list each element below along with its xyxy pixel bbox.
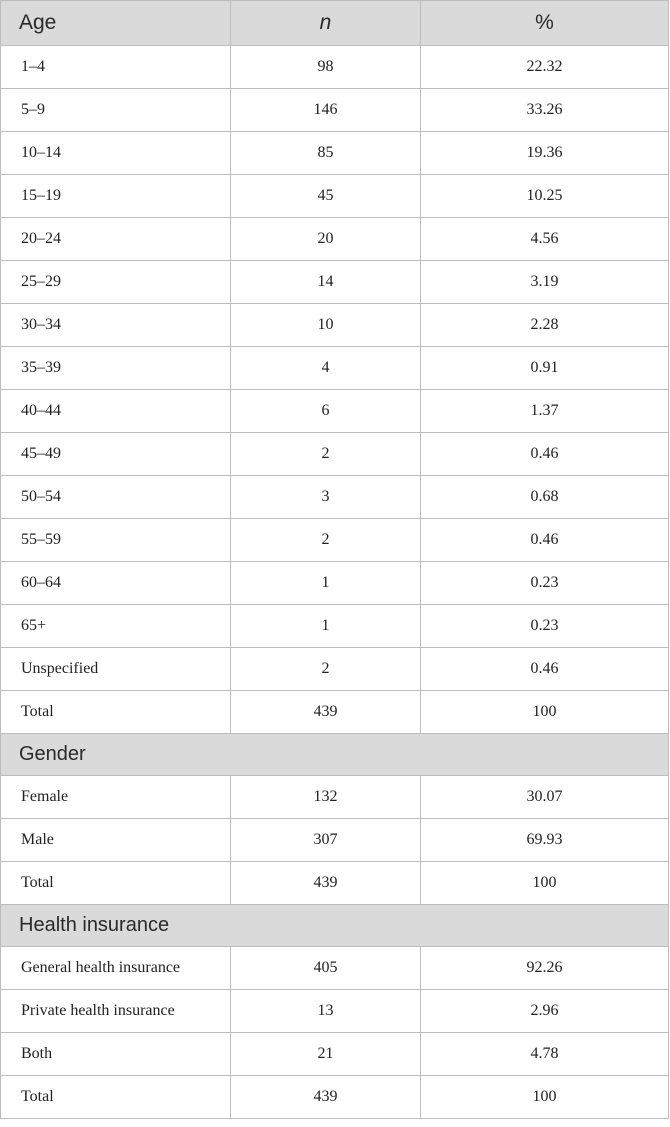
health-insurance-section-title: Health insurance: [1, 905, 669, 947]
row-percent: 0.68: [421, 476, 669, 519]
table-row: [1, 132, 669, 175]
row-label: 65+: [1, 605, 231, 648]
row-label: 5–9: [1, 89, 231, 132]
row-label: 60–64: [1, 562, 231, 605]
row-percent: 10.25: [421, 175, 669, 218]
row-label: 1–4: [1, 46, 231, 89]
row-n: 13: [231, 990, 421, 1033]
row-n: 10: [231, 304, 421, 347]
row-label: 45–49: [1, 433, 231, 476]
row-n: 6: [231, 390, 421, 433]
row-n: 2: [231, 519, 421, 562]
table-row: [1, 947, 669, 990]
row-label: General health insurance: [1, 947, 231, 990]
row-percent: 0.91: [421, 347, 669, 390]
row-label: 20–24: [1, 218, 231, 261]
gender-section-row: [1, 734, 669, 776]
table-row: [1, 218, 669, 261]
row-label: 15–19: [1, 175, 231, 218]
row-percent: 4.56: [421, 218, 669, 261]
table-row: [1, 519, 669, 562]
row-n: 307: [231, 819, 421, 862]
table-row: [1, 776, 669, 819]
row-label: Total: [1, 1076, 231, 1119]
row-n: 20: [231, 218, 421, 261]
row-label: Private health insurance: [1, 990, 231, 1033]
row-label: Female: [1, 776, 231, 819]
table-row: [1, 175, 669, 218]
table-row: [1, 1033, 669, 1076]
row-percent: 100: [421, 1076, 669, 1119]
row-label: Total: [1, 691, 231, 734]
table-row: [1, 605, 669, 648]
row-percent: 100: [421, 862, 669, 905]
header-n: n: [231, 1, 421, 46]
row-percent: 92.26: [421, 947, 669, 990]
table-row: [1, 390, 669, 433]
row-n: 132: [231, 776, 421, 819]
row-n: 2: [231, 433, 421, 476]
table-row: [1, 46, 669, 89]
table-row: [1, 990, 669, 1033]
row-percent: 0.46: [421, 433, 669, 476]
table-row: [1, 648, 669, 691]
table-row: [1, 347, 669, 390]
row-n: 3: [231, 476, 421, 519]
row-percent: 0.46: [421, 648, 669, 691]
row-n: 14: [231, 261, 421, 304]
row-label: Total: [1, 862, 231, 905]
row-label: 10–14: [1, 132, 231, 175]
row-n: 98: [231, 46, 421, 89]
row-n: 1: [231, 605, 421, 648]
table-row: [1, 89, 669, 132]
row-percent: 0.46: [421, 519, 669, 562]
row-percent: 22.32: [421, 46, 669, 89]
table-row: [1, 433, 669, 476]
row-label: Unspecified: [1, 648, 231, 691]
row-n: 2: [231, 648, 421, 691]
table-row: [1, 691, 669, 734]
row-label: Both: [1, 1033, 231, 1076]
row-n: 439: [231, 1076, 421, 1119]
row-n: 1: [231, 562, 421, 605]
row-percent: 0.23: [421, 562, 669, 605]
row-n: 439: [231, 862, 421, 905]
row-percent: 0.23: [421, 605, 669, 648]
row-percent: 4.78: [421, 1033, 669, 1076]
table-row: [1, 819, 669, 862]
row-percent: 69.93: [421, 819, 669, 862]
row-percent: 2.28: [421, 304, 669, 347]
row-label: 40–44: [1, 390, 231, 433]
row-percent: 1.37: [421, 390, 669, 433]
row-percent: 100: [421, 691, 669, 734]
table-row: [1, 476, 669, 519]
table-row: [1, 261, 669, 304]
table-row: [1, 1076, 669, 1119]
row-percent: 19.36: [421, 132, 669, 175]
row-n: 45: [231, 175, 421, 218]
row-percent: 30.07: [421, 776, 669, 819]
row-n: 21: [231, 1033, 421, 1076]
row-percent: 2.96: [421, 990, 669, 1033]
row-percent: 33.26: [421, 89, 669, 132]
header-age: Age: [1, 1, 231, 46]
gender-section-title: Gender: [1, 734, 669, 776]
table-row: [1, 304, 669, 347]
row-n: 405: [231, 947, 421, 990]
row-label: Male: [1, 819, 231, 862]
row-n: 85: [231, 132, 421, 175]
row-percent: 3.19: [421, 261, 669, 304]
header-row: [1, 1, 669, 46]
row-n: 439: [231, 691, 421, 734]
table-row: [1, 562, 669, 605]
table-body: [1, 46, 669, 1119]
row-n: 4: [231, 347, 421, 390]
table-row: [1, 862, 669, 905]
health-insurance-section-row: [1, 905, 669, 947]
row-label: 35–39: [1, 347, 231, 390]
row-n: 146: [231, 89, 421, 132]
row-label: 25–29: [1, 261, 231, 304]
row-label: 30–34: [1, 304, 231, 347]
row-label: 50–54: [1, 476, 231, 519]
row-label: 55–59: [1, 519, 231, 562]
header-percent: %: [421, 1, 669, 46]
